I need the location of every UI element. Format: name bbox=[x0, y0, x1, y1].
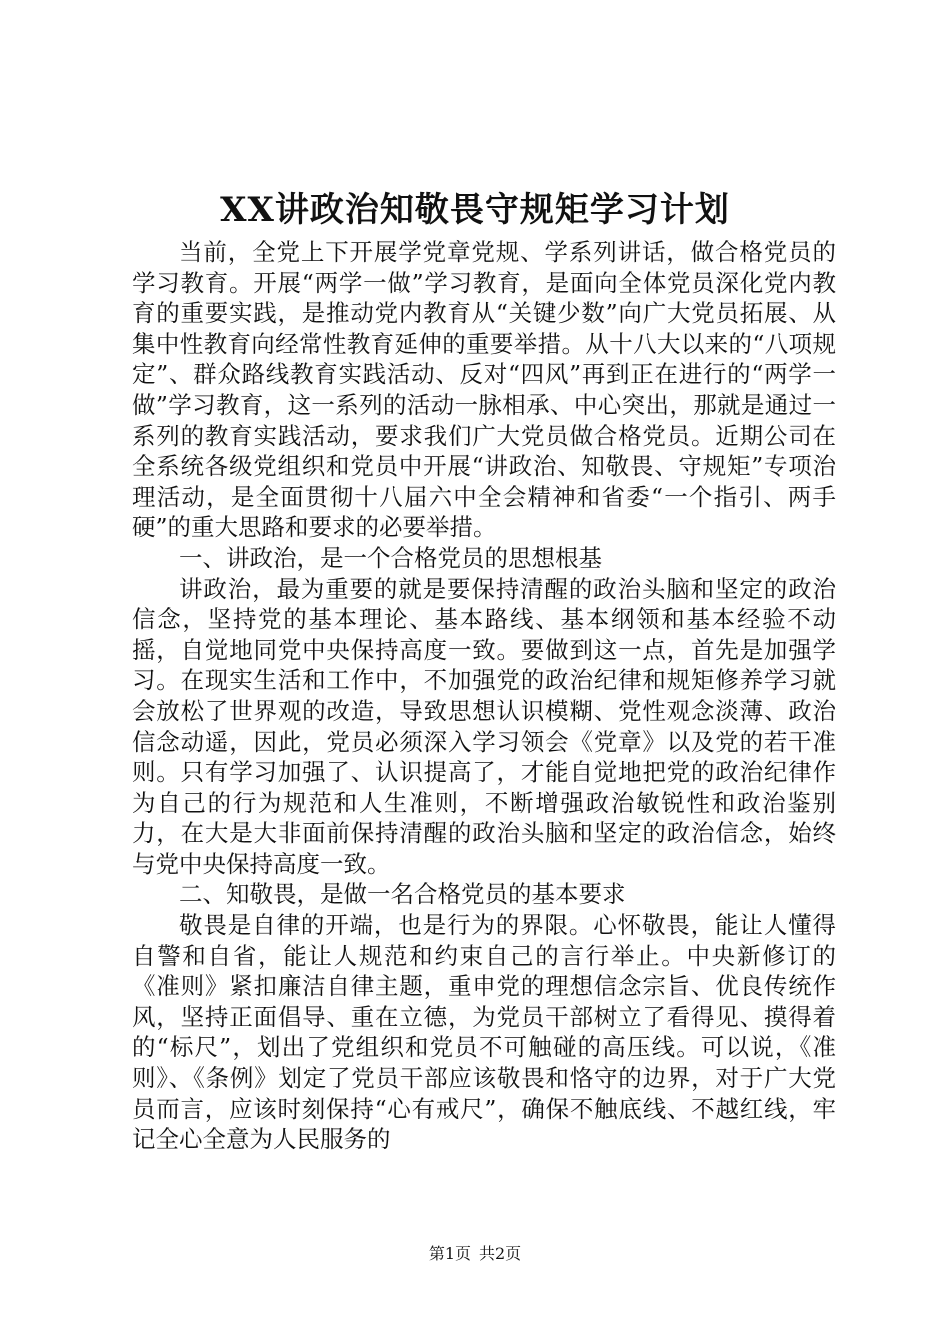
page-number: 第1页 bbox=[428, 1244, 471, 1263]
page-footer bbox=[0, 1243, 950, 1265]
document-body bbox=[132, 237, 836, 1155]
section-2-paragraph: 敬畏是自律的开端，也是行为的界限。心怀敬畏，能让人懂得自警和自省，能让人规范和约束自己的言行举止。中央新修订的《准则》紧扣廉洁自律主题，重申党的理想信念宗旨、优良传统作风，坚持正面倡导、重在立德，为党员干部树立了看得见、摸得着的“标尺”，划出了党组织和党员不可触碰的高压线。可以说，《准则》、《条例》划定了党员干部应该敬畏和恪守的边界，对于广大党员而言，应该时刻保持“心有戒尺”，确保不触底线、不越红线，牢记全心全意为人民服务的 bbox=[132, 911, 836, 1154]
intro-paragraph: 当前，全党上下开展学党章党规、学系列讲话，做合格党员的学习教育。开展“两学一做”学习教育，是面向全体党员深化党内教育的重要实践，是推动党内教育从“关键少数”向广大党员拓展、从集中性教育向经常性教育延伸的重要举措。从十八大以来的“八项规定”、群众路线教育实践活动、反对“四风”再到正在进行的“两学一做”学习教育，这一系列的活动一脉相承、中心突出，那就是通过一系列的教育实践活动，要求我们广大党员做合格党员。近期公司在全系统各级党组织和党员中开展“讲政治、知敬畏、守规矩”专项治理活动，是全面贯彻十八届六中全会精神和省委“一个指引、两手硬”的重大思路和要求的必要举措。 bbox=[132, 238, 836, 542]
page-total: 共2页 bbox=[479, 1244, 522, 1263]
section-1-paragraph: 讲政治，最为重要的就是要保持清醒的政治头脑和坚定的政治信念，坚持党的基本理论、基本路线、基本纲领和基本经验不动摇，自觉地同党中央保持高度一致。要做到这一点，首先是加强学习。在现实生活和工作中，不加强党的政治纪律和规矩修养学习就会放松了世界观的改造，导致思想认识模糊、党性观念淡薄、政治信念动遥，因此，党员必须深入学习领会《党章》以及党的若干准则。只有学习加强了、认识提高了，才能自觉地把党的政治纪律作为自己的行为规范和人生准则，不断增强政治敏锐性和政治鉴别力，在大是大非面前保持清醒的政治头脑和坚定的政治信念，始终与党中央保持高度一致。 bbox=[132, 574, 836, 878]
section-heading-2: 二、知敬畏，是做一名合格党员的基本要求 bbox=[179, 880, 626, 909]
section-heading-1: 一、讲政治，是一个合格党员的思想根基 bbox=[179, 543, 602, 572]
document-title: XX讲政治知敬畏守规矩学习计划 bbox=[220, 190, 730, 230]
